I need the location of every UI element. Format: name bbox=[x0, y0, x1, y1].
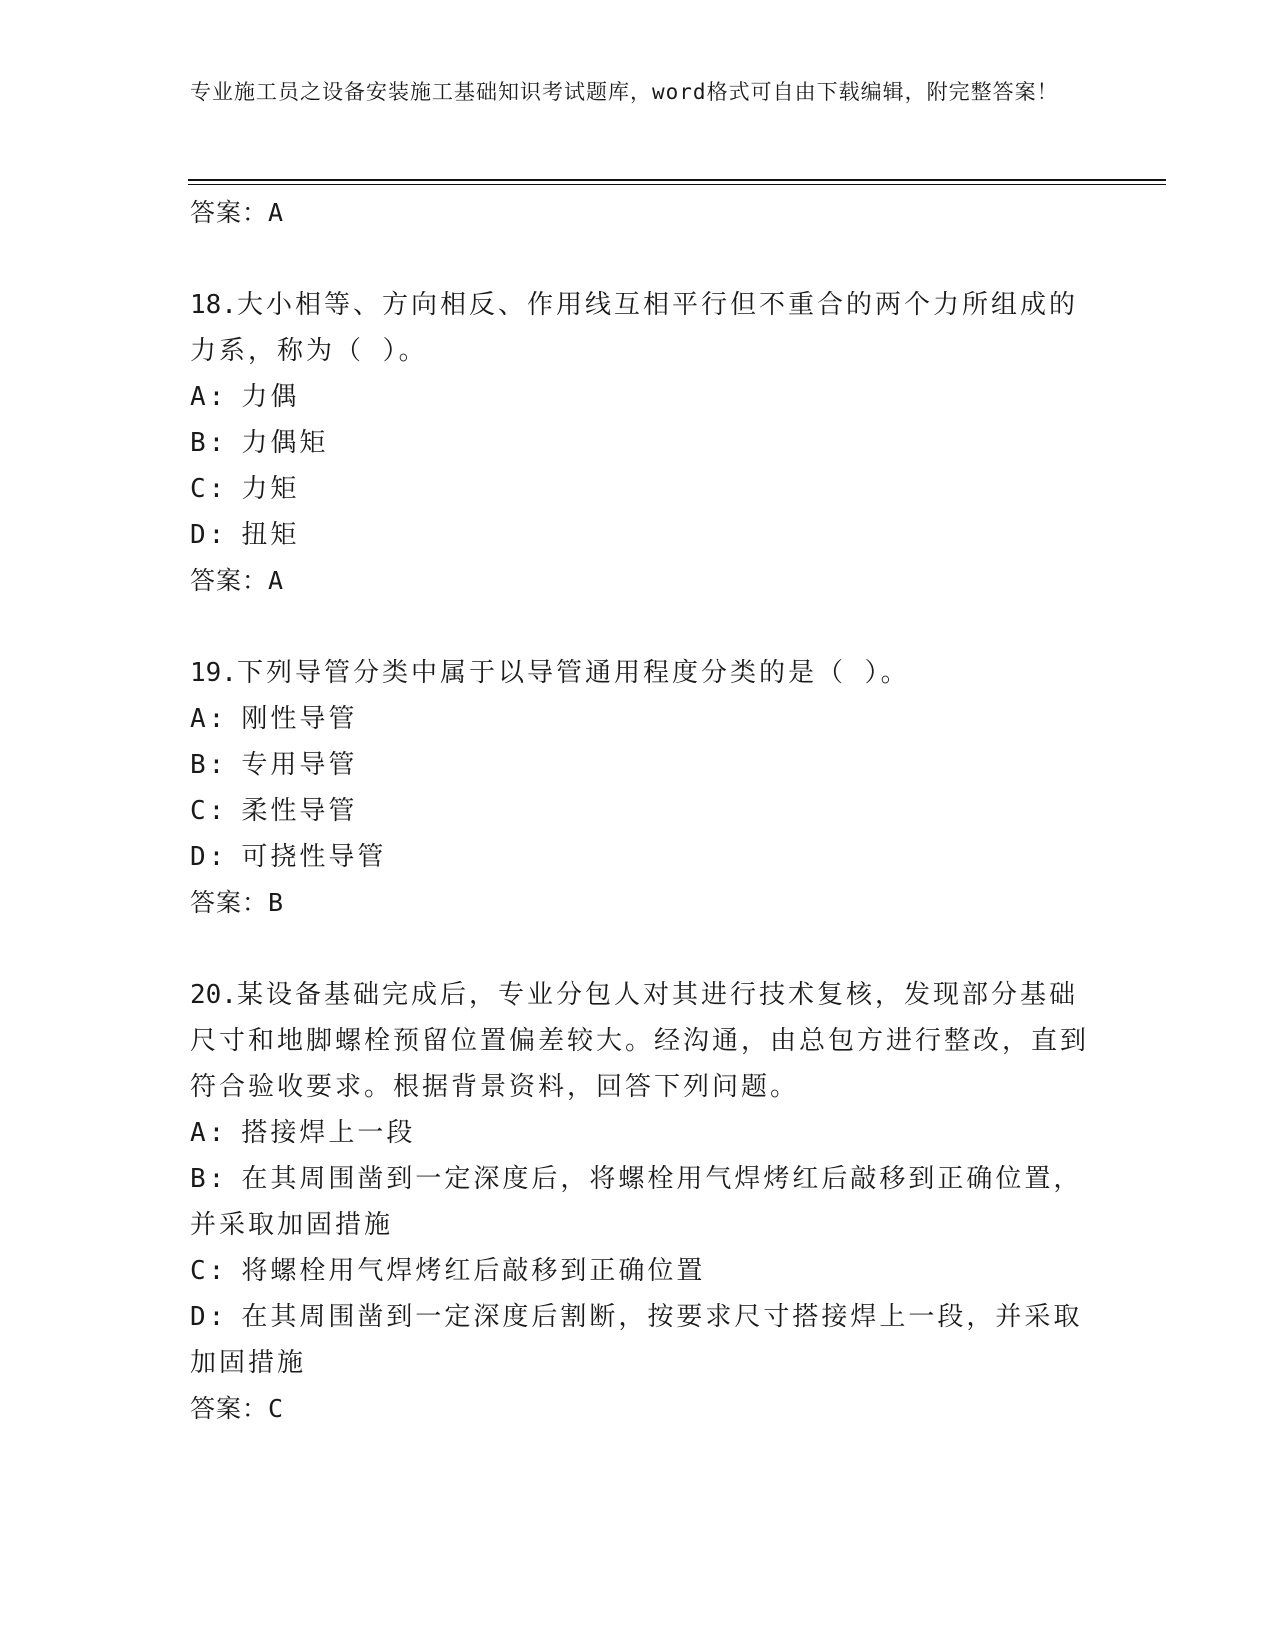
option-key: B: bbox=[190, 1164, 228, 1194]
option-text: 刚性导管 bbox=[241, 704, 358, 734]
option-text: 在其周围凿到一定深度后，将螺栓用气焊烤红后敲移到正确位置，并采取加固措施 bbox=[190, 1164, 1083, 1240]
question-text: 某设备基础完成后，专业分包人对其进行技术复核，发现部分基础尺寸和地脚螺栓预留位置偏差较大。经沟通，由总包方进行整改，直到符合验收要求。根据背景资料，回答下列问题。 bbox=[190, 980, 1090, 1102]
option-text: 可挠性导管 bbox=[241, 842, 387, 872]
question-text: 大小相等、方向相反、作用线互相平行但不重合的两个力所组成的力系，称为（ ）。 bbox=[190, 290, 1078, 366]
option-text: 搭接焊上一段 bbox=[241, 1118, 416, 1148]
header-divider-thin bbox=[188, 184, 1166, 185]
option-key: A: bbox=[190, 1118, 228, 1148]
option-text: 力矩 bbox=[241, 474, 300, 504]
option-a bbox=[190, 696, 1090, 742]
option-key: A: bbox=[190, 382, 228, 412]
question-number: 20. bbox=[190, 980, 237, 1010]
option-a bbox=[190, 374, 1090, 420]
header-divider-thick bbox=[188, 179, 1166, 181]
question-20 bbox=[190, 972, 1090, 1432]
answer-value: C bbox=[268, 1394, 285, 1423]
answer-label: 答案： bbox=[190, 566, 269, 595]
answer-value: A bbox=[268, 566, 285, 595]
answer-line bbox=[190, 190, 1090, 236]
option-b bbox=[190, 1156, 1090, 1248]
document-header: 专业施工员之设备安装施工基础知识考试题库，word格式可自由下载编辑，附完整答案！ bbox=[190, 80, 1059, 104]
option-b bbox=[190, 420, 1090, 466]
question-number: 18. bbox=[190, 290, 237, 320]
answer-label: 答案： bbox=[190, 198, 269, 227]
question-stem bbox=[190, 650, 1090, 696]
option-text: 将螺栓用气焊烤红后敲移到正确位置 bbox=[241, 1256, 706, 1286]
option-key: C: bbox=[190, 1256, 228, 1286]
option-d bbox=[190, 834, 1090, 880]
answer-value: B bbox=[268, 888, 285, 917]
answer-line bbox=[190, 558, 1090, 604]
answer-line bbox=[190, 1386, 1090, 1432]
option-key: D: bbox=[190, 520, 228, 550]
question-text: 下列导管分类中属于以导管通用程度分类的是（ ）。 bbox=[236, 658, 910, 688]
option-d bbox=[190, 1294, 1090, 1386]
document-body bbox=[190, 190, 1090, 1432]
option-text: 在其周围凿到一定深度后割断，按要求尺寸搭接焊上一段，并采取加固措施 bbox=[190, 1302, 1083, 1378]
option-c bbox=[190, 1248, 1090, 1294]
option-a bbox=[190, 1110, 1090, 1156]
option-key: B: bbox=[190, 750, 228, 780]
option-c bbox=[190, 466, 1090, 512]
option-c bbox=[190, 788, 1090, 834]
question-stem bbox=[190, 972, 1090, 1110]
option-text: 力偶矩 bbox=[241, 428, 329, 458]
question-stem bbox=[190, 282, 1090, 374]
answer-line bbox=[190, 880, 1090, 926]
answer-label: 答案： bbox=[190, 1394, 269, 1423]
option-b bbox=[190, 742, 1090, 788]
question-18 bbox=[190, 282, 1090, 604]
answer-label: 答案： bbox=[190, 888, 269, 917]
option-text: 柔性导管 bbox=[241, 796, 358, 826]
question-number: 19. bbox=[190, 658, 237, 688]
option-text: 专用导管 bbox=[241, 750, 358, 780]
answer-value: A bbox=[268, 198, 285, 227]
option-text: 扭矩 bbox=[241, 520, 300, 550]
question-19 bbox=[190, 650, 1090, 926]
option-key: D: bbox=[190, 1302, 228, 1332]
option-text: 力偶 bbox=[241, 382, 300, 412]
option-key: C: bbox=[190, 796, 228, 826]
option-key: A: bbox=[190, 704, 228, 734]
option-d bbox=[190, 512, 1090, 558]
option-key: D: bbox=[190, 842, 228, 872]
option-key: C: bbox=[190, 474, 228, 504]
option-key: B: bbox=[190, 428, 228, 458]
